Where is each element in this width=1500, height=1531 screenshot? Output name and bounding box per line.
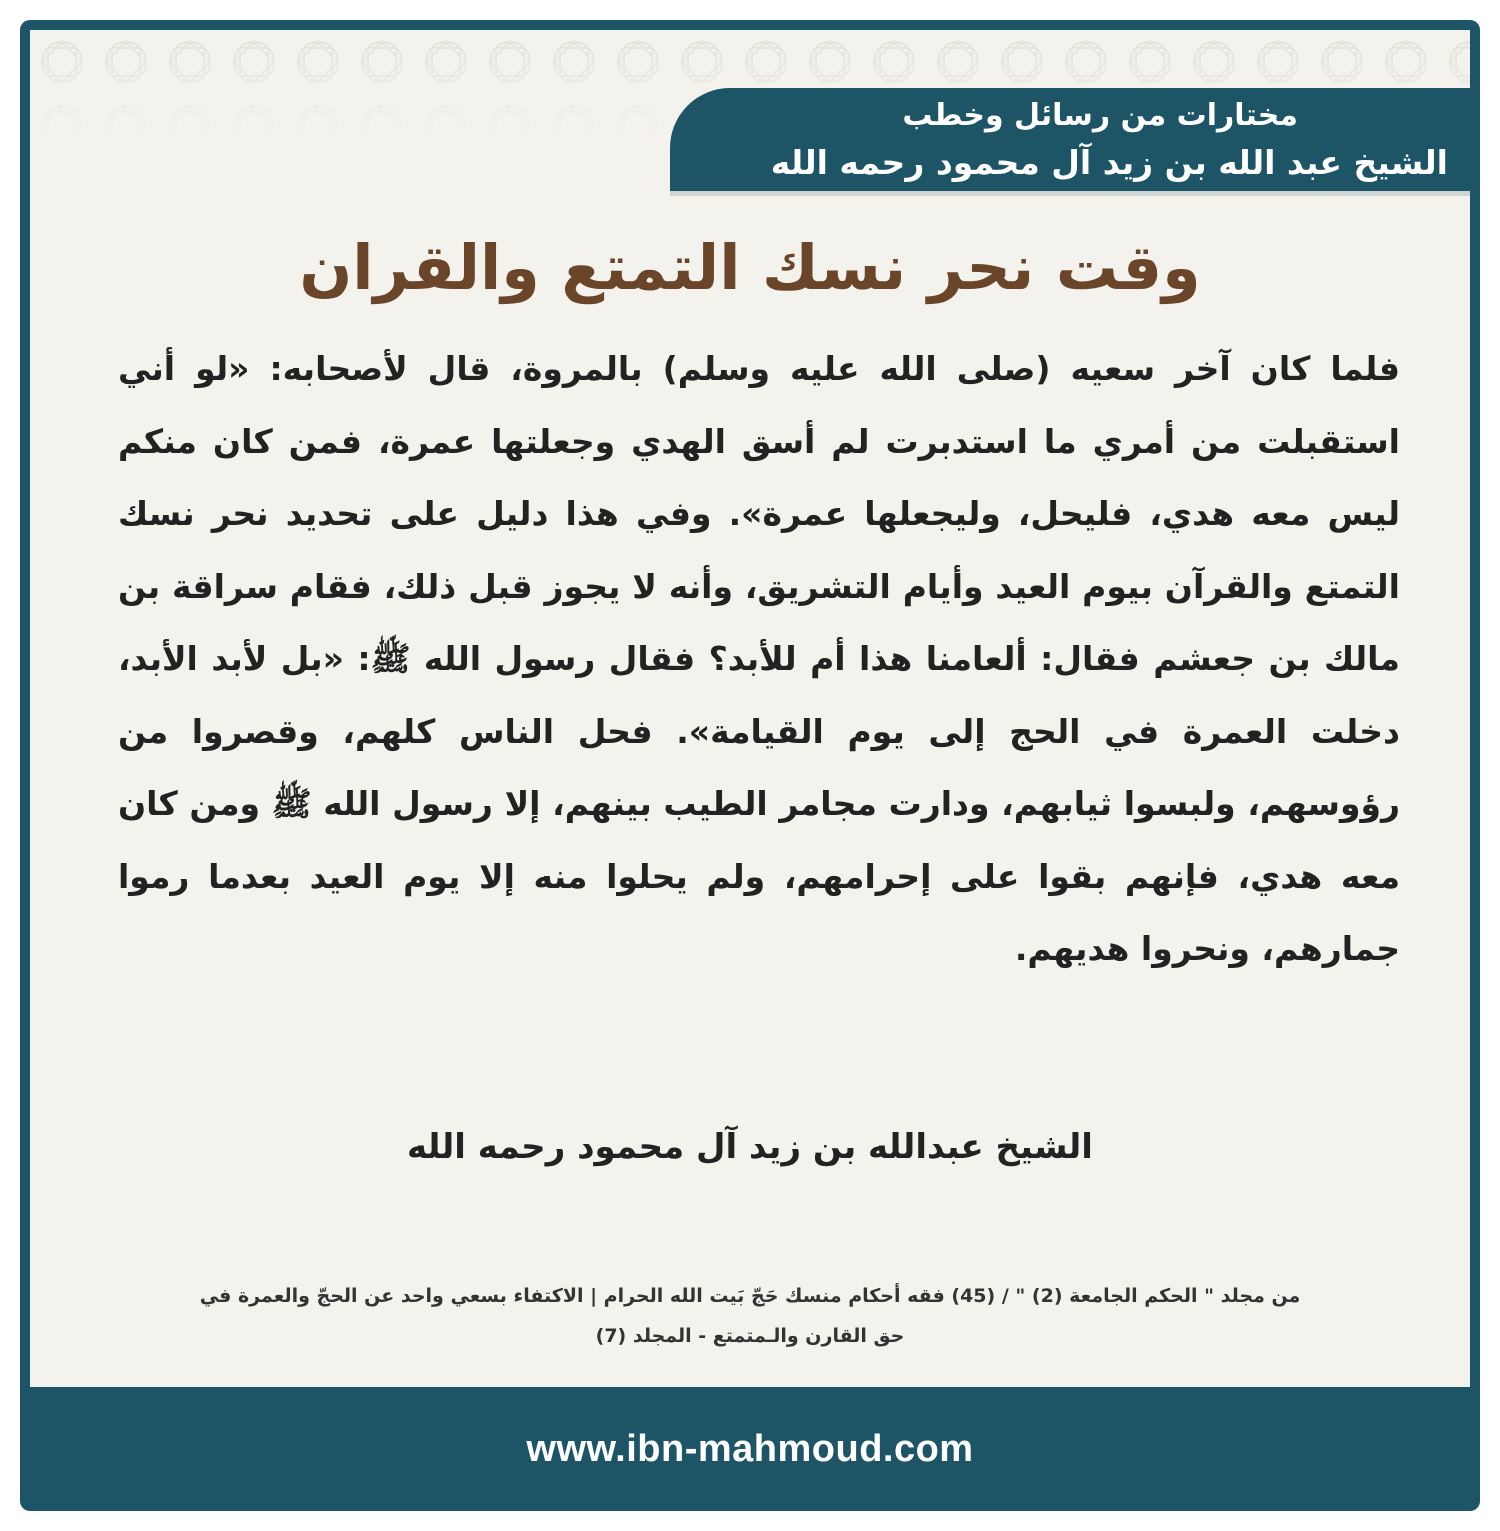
content-card	[30, 30, 1470, 1387]
source-line-2: حق القارن والـمتمتع - المجلد (7)	[595, 1325, 905, 1347]
header-author: الشيخ عبد الله بن زيد آل محمود رحمه الله	[770, 143, 1448, 182]
header-banner	[670, 88, 1470, 196]
series-title: مختارات من رسائل وخطب	[902, 98, 1298, 133]
signature: الشيخ عبدالله بن زيد آل محمود رحمه الله	[407, 1127, 1093, 1167]
page-title: وقت نحر نسك التمتع والقران	[299, 231, 1201, 304]
source-citation	[100, 1276, 1400, 1356]
website-link[interactable]: www.ibn-mahmoud.com	[526, 1427, 974, 1470]
footer-bar	[20, 1387, 1480, 1511]
body-text: فلما كان آخر سعيه (صلى الله عليه وسلم) بالمروة، قال لأصحابه: «لو أني استقبلت من أمري ما استدبرت لم أسق الهدي وجعلتها عمرة، فمن كان منكم ليس معه هدي، فليحل، وليجعلها عمرة». وفي هذا دليل على تحديد نحر نسك التمتع والقرآن بيوم العيد وأيام التشريق، وأنه لا يجوز قبل ذلك، فقام سراقة بن مالك بن جعشم فقال: ألعامنا هذا أم للأبد؟ فقال رسول الله ﷺ: «بل لأبد الأبد، دخلت العمرة في الحج إلى يوم القيامة». فحل الناس كلهم، وقصروا من رؤوسهم، ولبسوا ثيابهم، ودارت مجامر الطيب بينهم، إلا رسول الله ﷺ ومن كان معه هدي، فإنهم بقوا على إحرامهم، ولم يحلوا منه إلا يوم العيد بعدما رموا جمارهم، ونحروا هديهم.	[118, 349, 1400, 968]
poster-frame	[20, 20, 1480, 1511]
source-line-1: من مجلد " الحكم الجامعة (2) " / (45) فقه أحكام منسك حَجّ بَيت الله الحرام | الاكتفاء بسعي واحد عن الحجّ والعمرة في	[199, 1285, 1301, 1307]
